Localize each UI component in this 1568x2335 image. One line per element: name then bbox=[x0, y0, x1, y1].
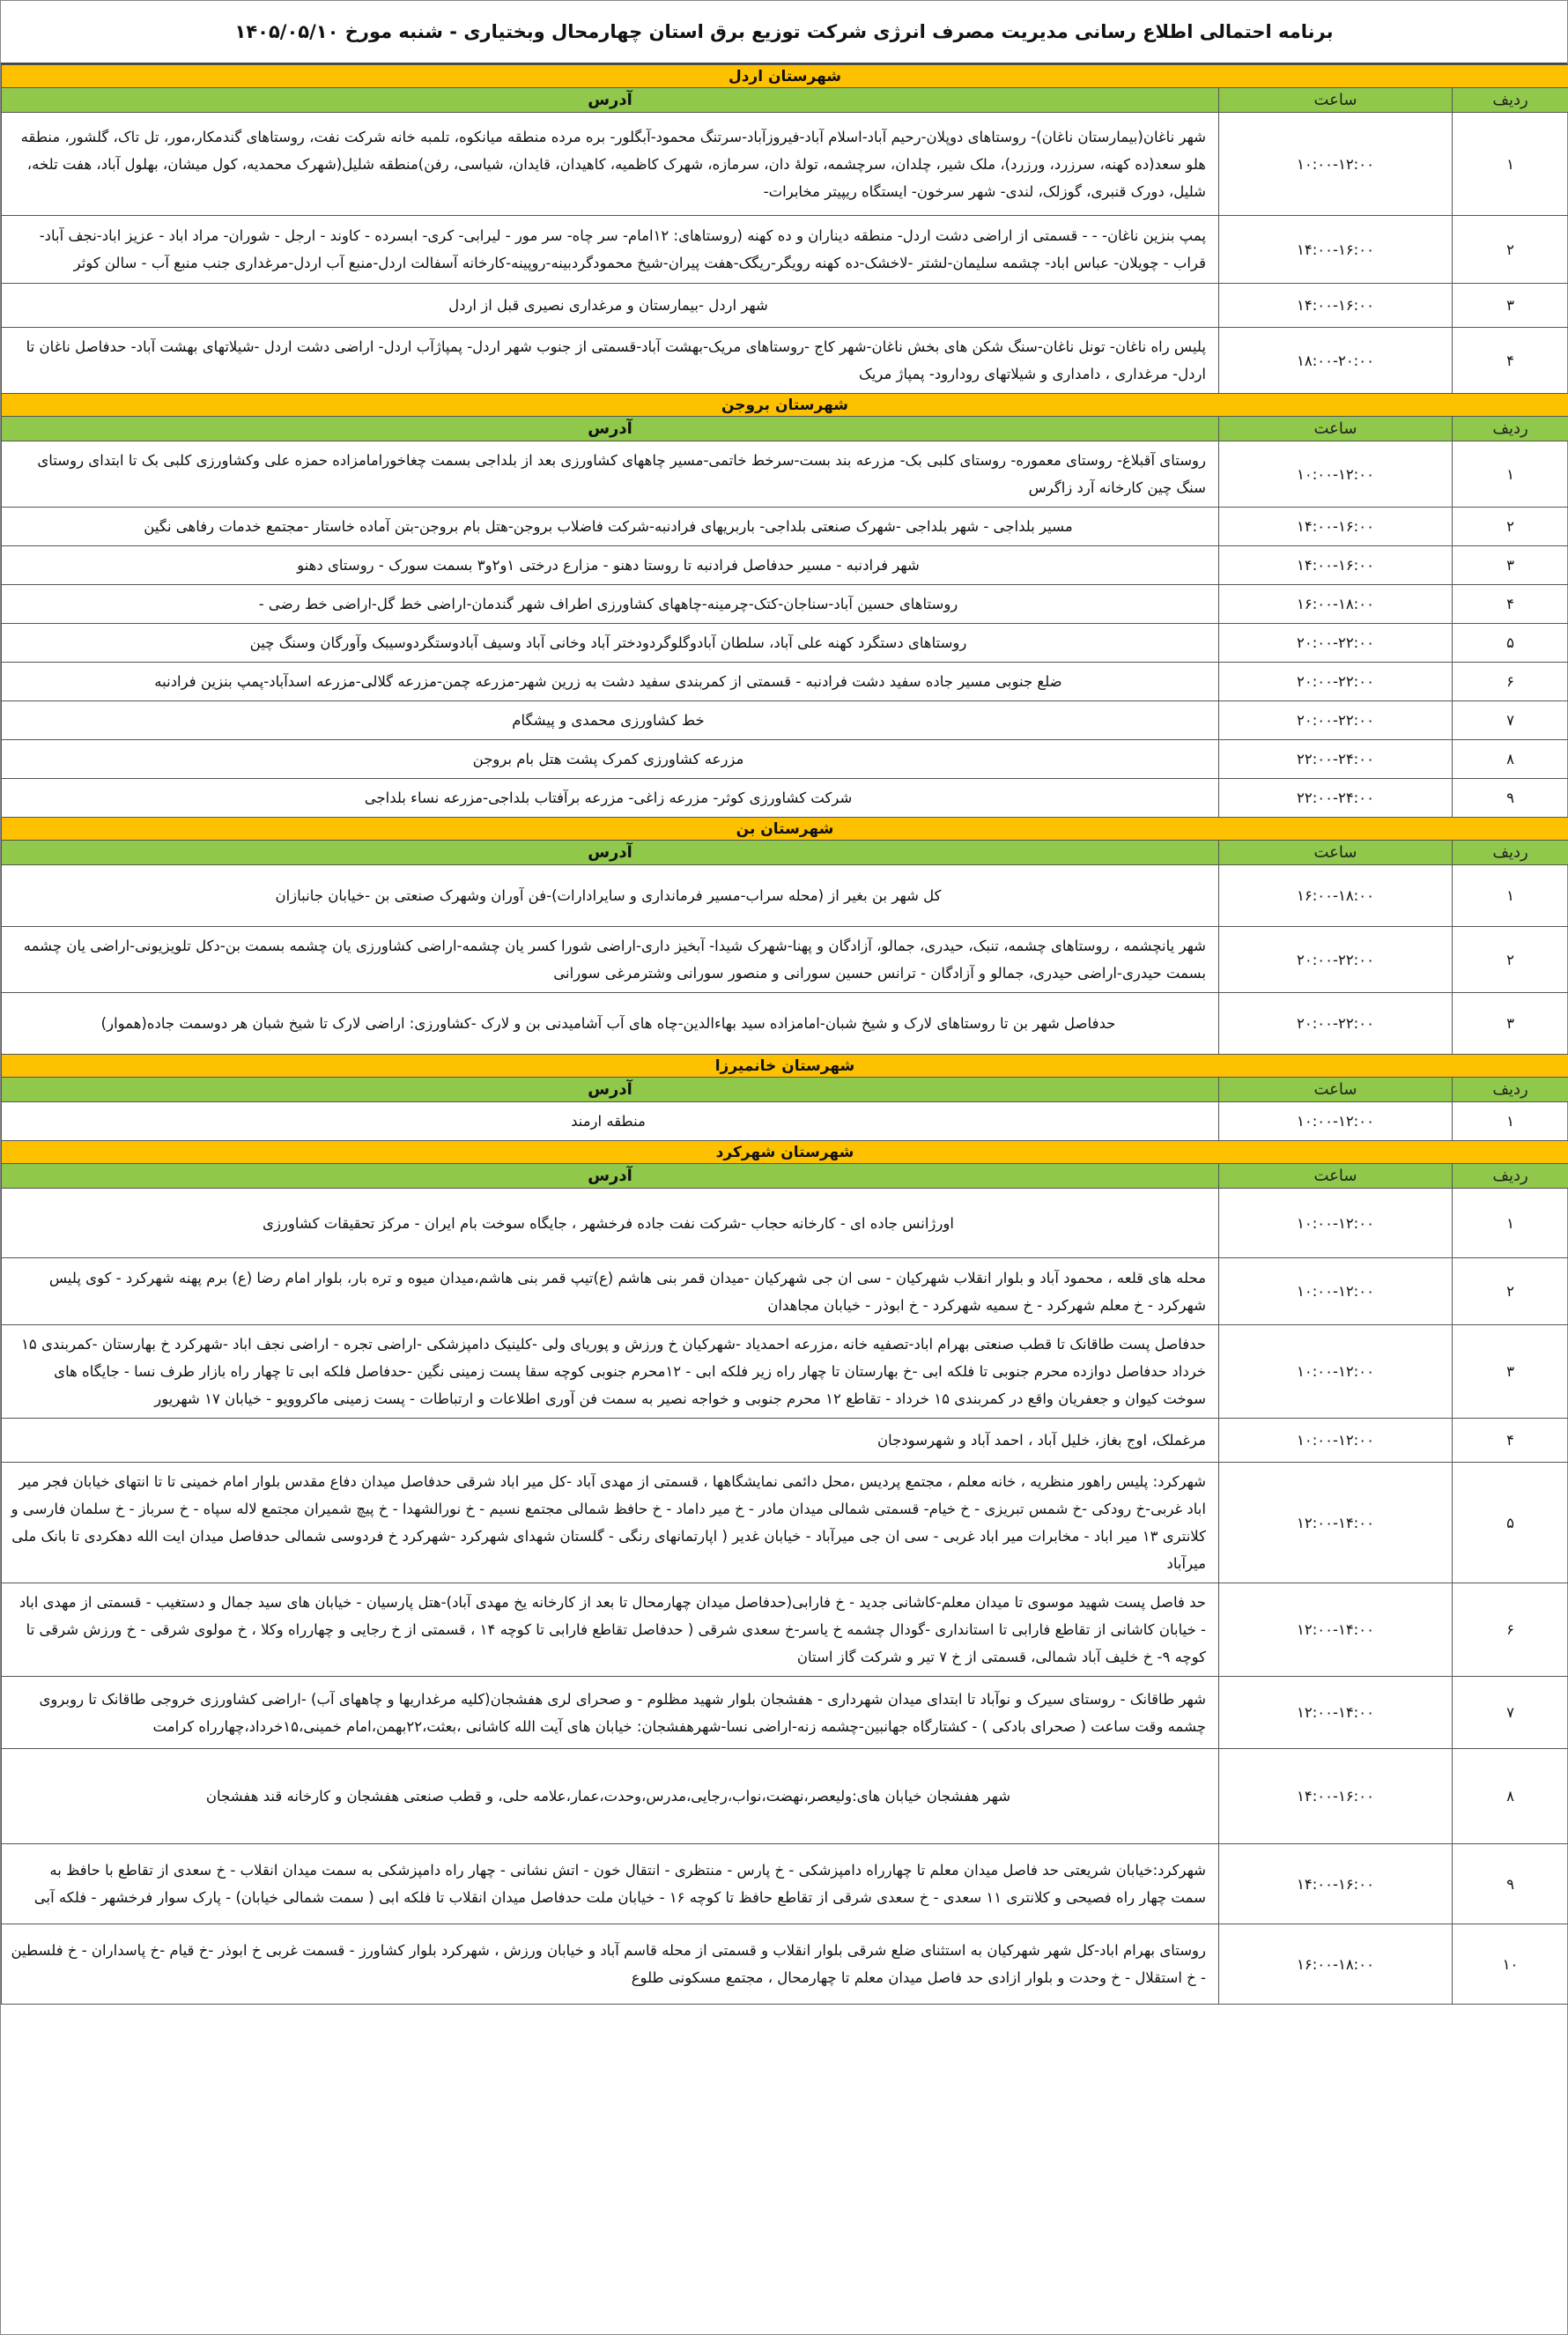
address-text: شهرکرد: پلیس راهور منظریه ، خانه معلم ، مجتمع پردیس ،محل دائمی نمایشگاهها ، قسمتی از مهدی آباد -کل میر اباد شرقی حدفاصل میدان دفاع مقدس بلوار امام خمینی تا تا انتهای خیابان فجر میر اباد غربی-خ رودکی -خ شمس تبریزی - خ خیام- قسمتی شمالی میدان مادر - خ میر داماد - خ حافظ شمالی مجتمع نسیم - خ نورالشهدا - خ پیچ شمیران مجتمع لاله سپاه - خ سرباز - خ سلمان فارسی و کلانتری ۱۳ میر اباد - مخابرات میر اباد غربی - سی ان جی میرآباد - خیابان غدیر ( اپارتمانهای رنگی - گلستان شهدای شهرکرد -شهرکرد خ فردوسی شمالی حدفاصل میدان ایت الله دهکردی تا بانک ملی میرآباد bbox=[2, 1463, 1219, 1583]
time-range: ۱۰:۰۰-۱۲:۰۰ bbox=[1219, 1102, 1453, 1141]
row-number: ۲ bbox=[1453, 1258, 1568, 1325]
table-row bbox=[2, 663, 1568, 701]
row-number: ۵ bbox=[1453, 624, 1568, 663]
table-row bbox=[2, 1258, 1568, 1325]
time-range: ۲۰:۰۰-۲۲:۰۰ bbox=[1219, 624, 1453, 663]
city-name: شهرستان بن bbox=[2, 818, 1568, 841]
address-text: اورژانس جاده ای - کارخانه حجاب -شرکت نفت جاده فرخشهر ، جایگاه سوخت بام ایران - مرکز تحقیقات کشاورزی bbox=[2, 1189, 1219, 1258]
table-row bbox=[2, 113, 1568, 216]
time-range: ۱۰:۰۰-۱۲:۰۰ bbox=[1219, 1419, 1453, 1463]
table-row bbox=[2, 1463, 1568, 1583]
time-range: ۱۴:۰۰-۱۶:۰۰ bbox=[1219, 284, 1453, 328]
time-range: ۱۰:۰۰-۱۲:۰۰ bbox=[1219, 1258, 1453, 1325]
row-number: ۴ bbox=[1453, 585, 1568, 624]
time-range: ۲۲:۰۰-۲۴:۰۰ bbox=[1219, 740, 1453, 779]
row-number: ۱ bbox=[1453, 865, 1568, 927]
table-row bbox=[2, 1749, 1568, 1844]
address-text: روستای آقبلاغ- روستای معموره- روستای کلبی بک- مزرعه بند بست-سرخط خاتمی-مسیر چاههای کشاورزی بعد از بلداجی بسمت چغاخورامامزاده حمزه علی وکشاورزی کلبی بک تا ابتدای روستای سنگ چین کارخانه آرد زاگرس bbox=[2, 441, 1219, 508]
table-row bbox=[2, 1325, 1568, 1419]
time-range: ۱۴:۰۰-۱۶:۰۰ bbox=[1219, 1749, 1453, 1844]
row-number: ۷ bbox=[1453, 701, 1568, 740]
row-number: ۷ bbox=[1453, 1677, 1568, 1749]
time-range: ۱۲:۰۰-۱۴:۰۰ bbox=[1219, 1583, 1453, 1677]
schedule-table bbox=[1, 64, 1568, 2005]
city-name: شهرستان اردل bbox=[2, 65, 1568, 88]
row-number: ۵ bbox=[1453, 1463, 1568, 1583]
city-header-row bbox=[2, 1141, 1568, 1164]
column-header-address: آدرس bbox=[2, 417, 1219, 441]
city-header-row bbox=[2, 394, 1568, 417]
table-row bbox=[2, 779, 1568, 818]
time-range: ۱۲:۰۰-۱۴:۰۰ bbox=[1219, 1463, 1453, 1583]
table-row bbox=[2, 216, 1568, 284]
address-text: شهر اردل -بیمارستان و مرغداری نصیری قبل از اردل bbox=[2, 284, 1219, 328]
address-text: مزرعه کشاورزی کمرک پشت هتل بام بروجن bbox=[2, 740, 1219, 779]
table-row bbox=[2, 1677, 1568, 1749]
row-number: ۴ bbox=[1453, 1419, 1568, 1463]
column-header-row bbox=[2, 417, 1568, 441]
row-number: ۶ bbox=[1453, 1583, 1568, 1677]
row-number: ۳ bbox=[1453, 284, 1568, 328]
page-title: برنامه احتمالی اطلاع رسانی مدیریت مصرف انرژی شرکت توزیع برق استان چهارمحال وبختیاری - شنبه مورخ ۱۴۰۵/۰۵/۱۰ bbox=[1, 1, 1567, 64]
table-row bbox=[2, 1924, 1568, 2005]
time-range: ۱۸:۰۰-۲۰:۰۰ bbox=[1219, 328, 1453, 394]
row-number: ۳ bbox=[1453, 1325, 1568, 1419]
address-text: محله های قلعه ، محمود آباد و بلوار انقلاب شهرکیان - سی ان جی شهرکیان -میدان قمر بنی هاشم (ع)تیپ قمر بنی هاشم،میدان میوه و تره بار، بلوار امام رضا (ع) برم پهنه شهرکرد - کوی پلیس شهرکرد - خ معلم شهرکرد - خ سمیه شهرکرد - خ ابوذر - خیابان مجاهدان bbox=[2, 1258, 1219, 1325]
column-header-time: ساعت bbox=[1219, 1078, 1453, 1102]
row-number: ۳ bbox=[1453, 993, 1568, 1055]
address-text: شهرکرد:خیابان شریعتی حد فاصل میدان معلم تا چهارراه دامپزشکی - خ پارس - منتظری - انتقال خون - اتش نشانی - چهار راه دامپزشکی به سمت میدان انقلاب - خ سعدی از تقاطع با حافظ به سمت چهار راه فصیحی و کلانتری ۱۱ سعدی - خ سعدی شرقی از تقاطع حافظ تا کوچه ۱۶ - خیابان ملت حدفاصل میدان انقلاب تا فلکه ابی ( سمت شمالی خیابان) - پارک سوار فرخشهر - فلکه آبی bbox=[2, 1844, 1219, 1924]
column-header-row-number: ردیف bbox=[1453, 841, 1568, 865]
address-text: پمپ بنزین ناغان- - - قسمتی از اراضی دشت اردل- منطقه دیناران و ده کهنه (روستاهای: ۱۲امام- سر چاه- سر مور - لیرابی- کری- ابسرده - کاوند - ارجل - شوران- مراد اباد - عزیز اباد-نجف آباد- قراب - چویلان- عباس اباد- چشمه سلیمان-لشتر -لاخشک-ده کهنه رویگر-ریگک-هفت پیران-شیخ محمودگردبینه-روپینه-کارخانه آسفالت اردل-منبع آب اردل-مرغداری جنب منبع آب - سالن کوثر bbox=[2, 216, 1219, 284]
address-text: ضلع جنوبی مسیر جاده سفید دشت فرادنبه - قسمتی از کمربندی سفید دشت به زرین شهر-مزرعه چمن-مزرعه گلالی-مزرعه اسدآباد-پمپ بنزین فرادنبه bbox=[2, 663, 1219, 701]
row-number: ۲ bbox=[1453, 216, 1568, 284]
table-row bbox=[2, 328, 1568, 394]
row-number: ۹ bbox=[1453, 1844, 1568, 1924]
address-text: پلیس راه ناغان- تونل ناغان-سنگ شکن های بخش ناغان-شهر کاج -روستاهای مریک-بهشت آباد-قسمتی از جنوب شهر اردل- پمپاژآب اردل- اراضی دشت اردل -شیلاتهای بهشت آباد- حدفاصل ناغان تا اردل- مرغداری ، دامداری و شیلاتهای رودارود- پمپاژ مریک bbox=[2, 328, 1219, 394]
table-row bbox=[2, 441, 1568, 508]
column-header-time: ساعت bbox=[1219, 88, 1453, 113]
city-header-row bbox=[2, 65, 1568, 88]
row-number: ۱ bbox=[1453, 113, 1568, 216]
time-range: ۱۰:۰۰-۱۲:۰۰ bbox=[1219, 113, 1453, 216]
column-header-address: آدرس bbox=[2, 88, 1219, 113]
time-range: ۱۴:۰۰-۱۶:۰۰ bbox=[1219, 546, 1453, 585]
table-row bbox=[2, 1844, 1568, 1924]
time-range: ۱۶:۰۰-۱۸:۰۰ bbox=[1219, 1924, 1453, 2005]
address-text: حدفاصل شهر بن تا روستاهای لارک و شیخ شبان-امامزاده سید بهاءالدین-چاه های آب آشامیدنی بن و لارک -کشاورزی: اراضی لارک تا شیخ شبان هر دوسمت جاده(هموار) bbox=[2, 993, 1219, 1055]
column-header-row-number: ردیف bbox=[1453, 1078, 1568, 1102]
time-range: ۲۰:۰۰-۲۲:۰۰ bbox=[1219, 927, 1453, 993]
table-row bbox=[2, 927, 1568, 993]
column-header-address: آدرس bbox=[2, 1164, 1219, 1189]
address-text: روستای بهرام اباد-کل شهر شهرکیان به استثنای ضلع شرقی بلوار انقلاب و قسمتی از محله قاسم آباد و خیابان ورزش ، شهرکرد بلوار کشاورز - قسمت غربی خ ابوذر -خ قیام -خ پاسداران - خ فلسطین - خ استقلال - خ وحدت و بلوار ازادی حد فاصل میدان معلم تا چهارمحال ، مجتمع مسکونی طلوع bbox=[2, 1924, 1219, 2005]
time-range: ۱۰:۰۰-۱۲:۰۰ bbox=[1219, 441, 1453, 508]
city-header-row bbox=[2, 818, 1568, 841]
time-range: ۲۲:۰۰-۲۴:۰۰ bbox=[1219, 779, 1453, 818]
address-text: شهر ناغان(بیمارستان ناغان)- روستاهای دوپلان-رحیم آباد-اسلام آباد-فیروزآباد-سرتنگ محمود-آبگلور- بره مرده منطقه میانکوه، تلمبه خانه شرکت نفت، روستاهای گندمکار،مور، تل تاک، گلشور، منطقه هلو سعد(ده کهنه، سرزرد، ورزرد)، ملک شیر، چلدان، سرچشمه، تولهٔ دان، سرمازه، شهرک کاظمیه، کاهیدان، قایدان، شیاسی، رفن)منطقه شلیل(شهرک محمدیه، کول میشان، بهلول آباد، هفت تلخه، شلیل، دورک قنبری، گوزلک، لندی- شهر سرخون- ایستگاه ریپیتر مخابرات- bbox=[2, 113, 1219, 216]
address-text: شهر هفشجان خیابان های:ولیعصر،نهضت،نواب،رجایی،مدرس،وحدت،عمار،علامه حلی، و قطب صنعتی هفشجان و کارخانه قند هفشجان bbox=[2, 1749, 1219, 1844]
table-row bbox=[2, 1583, 1568, 1677]
column-header-row-number: ردیف bbox=[1453, 1164, 1568, 1189]
time-range: ۱۴:۰۰-۱۶:۰۰ bbox=[1219, 216, 1453, 284]
column-header-row-number: ردیف bbox=[1453, 417, 1568, 441]
time-range: ۲۰:۰۰-۲۲:۰۰ bbox=[1219, 993, 1453, 1055]
time-range: ۱۶:۰۰-۱۸:۰۰ bbox=[1219, 585, 1453, 624]
row-number: ۱ bbox=[1453, 441, 1568, 508]
address-text: شهر فرادنبه - مسیر حدفاصل فرادنبه تا روستا دهنو - مزارع درختی ۱و۲و۳ بسمت سورک - روستای دهنو bbox=[2, 546, 1219, 585]
row-number: ۳ bbox=[1453, 546, 1568, 585]
column-header-row bbox=[2, 88, 1568, 113]
row-number: ۲ bbox=[1453, 927, 1568, 993]
time-range: ۱۴:۰۰-۱۶:۰۰ bbox=[1219, 508, 1453, 546]
address-text: روستاهای حسین آباد-سناجان-کتک-چرمینه-چاههای کشاورزی اطراف شهر گندمان-اراضی خط گل-اراضی خط رضی - bbox=[2, 585, 1219, 624]
row-number: ۴ bbox=[1453, 328, 1568, 394]
address-text: مرغملک، اوج بغاز، خلیل آباد ، احمد آباد و شهرسودجان bbox=[2, 1419, 1219, 1463]
table-row bbox=[2, 546, 1568, 585]
time-range: ۱۴:۰۰-۱۶:۰۰ bbox=[1219, 1844, 1453, 1924]
column-header-row bbox=[2, 1078, 1568, 1102]
row-number: ۹ bbox=[1453, 779, 1568, 818]
table-row bbox=[2, 624, 1568, 663]
row-number: ۸ bbox=[1453, 740, 1568, 779]
address-text: حدفاصل پست طاقانک تا قطب صنعتی بهرام اباد-تصفیه خانه ،مزرعه احمدیاد -شهرکیان خ ورزش و پوریای ولی -کلینیک دامپزشکی -اراضی تجره - اراضی نجف اباد -شهرکرد خ بهارستان -کمربندی ۱۵ خرداد حدفاصل دوازده محرم جنوبی تا فلکه ابی -خ بهارستان تا چهار راه زیر فلکه ابی - ۱۲محرم جنوبی کوچه سقا پست زمینی نگین -حدفاصل فلکه ابی تا چهار راه بازار طرف نسا - جایگاه های سوخت کیوان و جعفریان واقع در کمربندی ۱۵ خرداد - تقاطع ۱۲ محرم جنوبی و خواجه نصیر به سمت فن آوری اطلاعات و ارتباطات - پست زمینی ماکروویو - خیابان ۱۷ شهریور bbox=[2, 1325, 1219, 1419]
city-name: شهرستان شهرکرد bbox=[2, 1141, 1568, 1164]
column-header-row-number: ردیف bbox=[1453, 88, 1568, 113]
row-number: ۸ bbox=[1453, 1749, 1568, 1844]
column-header-address: آدرس bbox=[2, 841, 1219, 865]
address-text: شرکت کشاورزی کوثر- مزرعه زاغی- مزرعه برآفتاب بلداجی-مزرعه نساء بلداجی bbox=[2, 779, 1219, 818]
table-row bbox=[2, 740, 1568, 779]
address-text: روستاهای دستگرد کهنه علی آباد، سلطان آبادوگلوگردودختر آباد وخانی آباد وسیف آبادوستگردوسیبک وآورگان وسنگ چین bbox=[2, 624, 1219, 663]
time-range: ۲۰:۰۰-۲۲:۰۰ bbox=[1219, 701, 1453, 740]
time-range: ۲۰:۰۰-۲۲:۰۰ bbox=[1219, 663, 1453, 701]
column-header-row bbox=[2, 1164, 1568, 1189]
column-header-address: آدرس bbox=[2, 1078, 1219, 1102]
row-number: ۶ bbox=[1453, 663, 1568, 701]
table-row bbox=[2, 1189, 1568, 1258]
row-number: ۱ bbox=[1453, 1102, 1568, 1141]
city-name: شهرستان خانمیرزا bbox=[2, 1055, 1568, 1078]
column-header-row bbox=[2, 841, 1568, 865]
address-text: شهر طاقانک - روستای سیرک و نوآباد تا ابتدای میدان شهرداری - هفشجان بلوار شهید مظلوم - و صحرای لری هفشجان(کلیه مرغداریها و چاههای آب) -اراضی کشاورزی خروجی طاقانک تا روبروی چشمه وقت ساعت ( صحرای بادکی ) - کشتارگاه جهانبین-چشمه زنه-اراضی نسا-شهرهفشجان: خیابان های آیت الله کاشانی ،بعثت،۲۲بهمن،امام خمینی،۱۵خرداد،چهارراه کرامت bbox=[2, 1677, 1219, 1749]
table-row bbox=[2, 865, 1568, 927]
table-row bbox=[2, 701, 1568, 740]
time-range: ۱۶:۰۰-۱۸:۰۰ bbox=[1219, 865, 1453, 927]
time-range: ۱۰:۰۰-۱۲:۰۰ bbox=[1219, 1189, 1453, 1258]
address-text: شهر یانچشمه ، روستاهای چشمه، تنبک، حیدری، جمالو، آزادگان و پهنا-شهرک شیدا- آبخیز داری-اراضی شورا کسر یان چشمه-اراضی کشاورزی یان چشمه بسمت بن-دکل تلویزیونی-اراضی یان چشمه بسمت حیدری-اراضی حیدری، جمالو و آزادگان - ترانس حسین سورانی و منصور سورانی وشترمرغی سورانی bbox=[2, 927, 1219, 993]
row-number: ۲ bbox=[1453, 508, 1568, 546]
table-row bbox=[2, 1419, 1568, 1463]
address-text: منطقه ارمند bbox=[2, 1102, 1219, 1141]
address-text: مسیر بلداجی - شهر بلداجی -شهرک صنعتی بلداجی- باربریهای فرادنبه-شرکت فاضلاب بروجن-هتل بام بروجن-بتن آماده خاستار -مجتمع خدمات رفاهی نگین bbox=[2, 508, 1219, 546]
city-name: شهرستان بروجن bbox=[2, 394, 1568, 417]
table-row bbox=[2, 1102, 1568, 1141]
time-range: ۱۰:۰۰-۱۲:۰۰ bbox=[1219, 1325, 1453, 1419]
table-row bbox=[2, 585, 1568, 624]
address-text: خط کشاورزی محمدی و پیشگام bbox=[2, 701, 1219, 740]
column-header-time: ساعت bbox=[1219, 1164, 1453, 1189]
table-row bbox=[2, 284, 1568, 328]
column-header-time: ساعت bbox=[1219, 417, 1453, 441]
row-number: ۱ bbox=[1453, 1189, 1568, 1258]
time-range: ۱۲:۰۰-۱۴:۰۰ bbox=[1219, 1677, 1453, 1749]
row-number: ۱۰ bbox=[1453, 1924, 1568, 2005]
table-row bbox=[2, 993, 1568, 1055]
column-header-time: ساعت bbox=[1219, 841, 1453, 865]
city-header-row bbox=[2, 1055, 1568, 1078]
table-row bbox=[2, 508, 1568, 546]
address-text: کل شهر بن بغیر از (محله سراب-مسیر فرمانداری و سایرادارات)-فن آوران وشهرک صنعتی بن -خیابان جانبازان bbox=[2, 865, 1219, 927]
address-text: حد فاصل پست شهید موسوی تا میدان معلم-کاشانی جدید - خ فارابی(حدفاصل میدان چهارمحال تا بعد از کارخانه یخ مهدی آباد)-هتل پارسیان - خیابان های سید جمال و دستغیب - قسمتی از مهدی اباد - خیابان کاشانی از تقاطع فارابی تا استانداری -گودال چشمه خ یاسر-خ سعدی شرقی ( حدفاصل تقاطع فارابی تا کوچه ۱۴ ، قسمتی از خ رجایی و چهارراه وکلا ، خ مولوی شرقی - خ ورزش شرقی تا کوچه ۹- خ خلیف آباد شمالی، قسمتی از خ ۷ تیر و شرکت گاز استان bbox=[2, 1583, 1219, 1677]
